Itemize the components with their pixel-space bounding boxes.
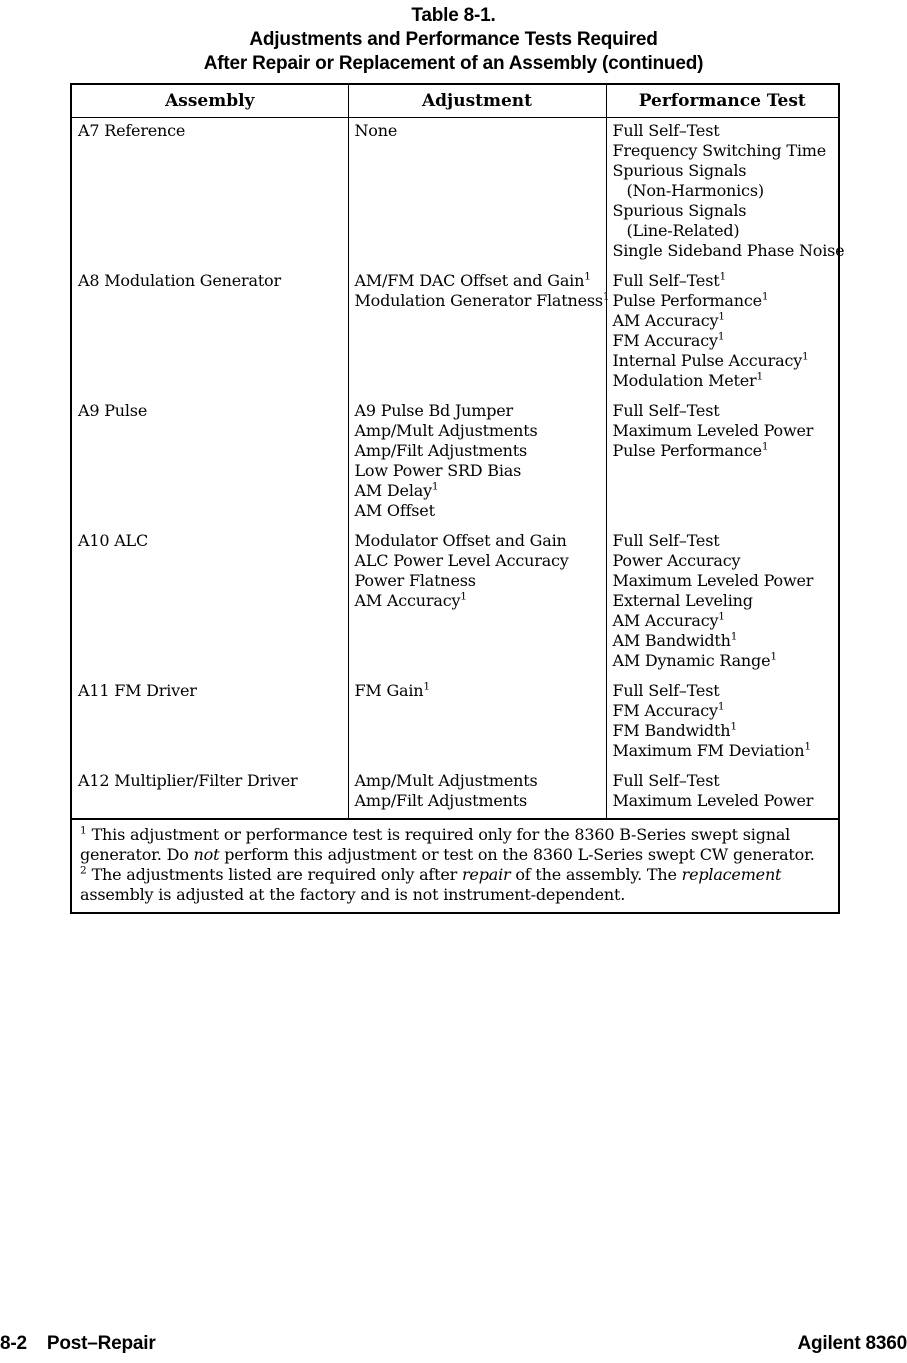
footnote-reference: 1 — [761, 290, 769, 303]
performance-test-item: Internal Pulse Accuracy$^1$ — [612, 350, 809, 370]
footnote-reference: 1 — [756, 370, 764, 383]
performance-test-item: FM Accuracy$^1$ — [612, 700, 725, 720]
adjustment-item: Amp/Mult Adjustments — [354, 421, 538, 440]
footnote-reference: 1 — [719, 270, 727, 283]
adjustment-item: None — [354, 121, 398, 140]
assembly-cell — [71, 528, 348, 678]
performance-test-cell — [606, 528, 839, 678]
adjustment-cell — [348, 268, 610, 398]
performance-test-cell — [606, 398, 839, 528]
performance-test-item: Maximum Leveled Power — [612, 571, 814, 590]
adjustment-item: FM Gain$^1$ — [354, 680, 431, 700]
adjustment-item: AM Accuracy$^1$ — [354, 590, 467, 610]
performance-test-cell — [606, 768, 839, 819]
performance-test-item: (Line-Related) — [626, 221, 740, 240]
performance-test-item: Full Self–Test — [612, 121, 720, 140]
performance-test-cell — [606, 268, 839, 398]
adjustment-item: Power Flatness — [354, 571, 476, 590]
performance-test-item: Pulse Performance$^1$ — [612, 290, 769, 310]
footer-left — [0, 1333, 156, 1355]
table-row — [71, 268, 839, 398]
footnote-reference: 1 — [717, 330, 725, 343]
adjustment-item: ALC Power Level Accuracy — [354, 551, 569, 570]
footnote-marker: 1 — [80, 824, 87, 837]
footnote-reference: 1 — [804, 740, 812, 753]
table-title-number: Table 8-1. — [411, 5, 496, 26]
footnote — [80, 825, 830, 865]
table-row — [71, 768, 839, 819]
performance-test-item: External Leveling — [612, 591, 753, 610]
performance-test-item: Full Self–Test — [612, 681, 720, 700]
adjustment-item: AM/FM DAC Offset and Gain$^1$ — [354, 270, 591, 290]
adjustment-item: Modulation Generator Flatness$^1$ — [354, 290, 610, 310]
footnote-text: perform this adjustment or test on the 8360 L-Series swept CW generator. — [219, 845, 815, 864]
footer-section-title: Post–Repair — [46, 1333, 156, 1354]
footnote-reference: 1 — [770, 650, 778, 663]
table-title — [0, 4, 907, 76]
adjustment-cell — [348, 768, 606, 819]
performance-test-item: Pulse Performance$^1$ — [612, 440, 769, 460]
performance-test-item: FM Bandwidth$^1$ — [612, 720, 737, 740]
footnote-reference: 1 — [431, 480, 439, 493]
footnote — [80, 865, 830, 905]
assembly-name: A10 ALC — [78, 531, 149, 550]
table-title-line2: Adjustments and Performance Tests Required — [249, 29, 658, 50]
adjustment-item: Amp/Mult Adjustments — [354, 771, 538, 790]
table-body — [71, 118, 845, 820]
footnote-text-emphasis: not — [193, 845, 220, 864]
table-footnotes-section — [71, 819, 839, 913]
footnote-text: of the assembly. The — [510, 865, 682, 884]
performance-test-item: AM Accuracy$^1$ — [612, 310, 725, 330]
adjustment-cell — [348, 398, 606, 528]
adjustment-item: A9 Pulse Bd Jumper — [354, 401, 514, 420]
performance-test-item: Single Sideband Phase Noise — [612, 241, 845, 260]
performance-test-item: Maximum FM Deviation$^1$ — [612, 740, 812, 760]
performance-test-item: Spurious Signals — [612, 201, 747, 220]
footnote-text-emphasis: replacement — [681, 865, 782, 884]
performance-test-item: Full Self–Test — [612, 771, 720, 790]
assembly-cell — [71, 118, 348, 269]
adjustment-cell — [348, 678, 606, 768]
performance-test-item: Spurious Signals — [612, 161, 747, 180]
adjustments-table — [70, 83, 845, 914]
assembly-name: A11 FM Driver — [78, 681, 197, 700]
assembly-cell — [71, 768, 348, 819]
footer-page-number: 8-2 — [0, 1333, 27, 1354]
footnote-text: assembly is adjusted at the factory and is not instrument-dependent. — [80, 885, 626, 904]
footer-brand: Agilent 8360 — [797, 1333, 907, 1354]
adjustment-item: Modulator Offset and Gain — [354, 531, 567, 550]
performance-test-item: FM Accuracy$^1$ — [612, 330, 725, 350]
performance-test-item: AM Accuracy$^1$ — [612, 610, 725, 630]
assembly-name: A7 Reference — [78, 121, 186, 140]
adjustment-item: AM Delay$^1$ — [354, 480, 439, 500]
performance-test-item: Maximum Leveled Power — [612, 421, 814, 440]
performance-test-item: Frequency Switching Time — [612, 141, 826, 160]
performance-test-item: Full Self–Test — [612, 531, 720, 550]
table-row — [71, 398, 839, 528]
footnote-reference: 1 — [718, 310, 725, 323]
assembly-name: A8 Modulation Generator — [78, 271, 281, 290]
table-row — [71, 118, 839, 269]
footnote-reference: 1 — [802, 350, 809, 363]
assembly-cell — [71, 268, 348, 398]
footnote-text: The adjustments listed are required only after — [91, 865, 462, 884]
footnote-reference: 1 — [730, 630, 738, 643]
footnote-reference: 1 — [718, 610, 725, 623]
assembly-cell — [71, 398, 348, 528]
adjustment-item: Amp/Filt Adjustments — [354, 441, 528, 460]
footnote-text-emphasis: repair — [461, 865, 511, 884]
column-header-assembly: Assembly — [71, 84, 348, 118]
performance-test-item: Power Accuracy — [612, 551, 741, 570]
performance-test-cell — [606, 118, 845, 269]
adjustment-item: Low Power SRD Bias — [354, 461, 522, 480]
adjustment-item: AM Offset — [354, 501, 435, 520]
adjustment-item: Amp/Filt Adjustments — [354, 791, 528, 810]
footnote-reference: 1 — [602, 290, 610, 303]
footnote-reference: 1 — [761, 440, 769, 453]
performance-test-item: AM Bandwidth$^1$ — [612, 630, 738, 650]
column-header-adjustment: Adjustment — [348, 84, 606, 118]
page-footer — [0, 1333, 907, 1355]
performance-test-item: Modulation Meter$^1$ — [612, 370, 764, 390]
assembly-name: A12 Multiplier/Filter Driver — [78, 771, 298, 790]
assembly-name: A9 Pulse — [78, 401, 148, 420]
assembly-cell — [71, 678, 348, 768]
performance-test-item: AM Dynamic Range$^1$ — [612, 650, 778, 670]
performance-test-item: Full Self–Test$^1$ — [612, 270, 727, 290]
table-row — [71, 678, 839, 768]
table-header-row — [71, 84, 839, 118]
footnote-marker: 2 — [80, 864, 87, 877]
performance-test-item: Full Self–Test — [612, 401, 720, 420]
footnote-reference: 1 — [584, 270, 591, 283]
performance-test-item: Maximum Leveled Power — [612, 791, 814, 810]
footnote-cell — [71, 819, 839, 913]
adjustment-cell — [348, 528, 606, 678]
table-row — [71, 528, 839, 678]
footnote-reference: 1 — [717, 700, 725, 713]
footnote-text: This adjustment or performance test is required only for the 8360 B-Series swept signal generator. Do — [80, 825, 791, 864]
adjustment-cell — [348, 118, 606, 269]
performance-test-item: (Non-Harmonics) — [626, 181, 764, 200]
performance-test-cell — [606, 678, 839, 768]
footnote-reference: 1 — [423, 680, 431, 693]
table-title-line3: After Repair or Replacement of an Assembly (continued) — [203, 53, 704, 74]
footnote-reference: 1 — [460, 590, 467, 603]
column-header-performance-test: Performance Test — [606, 84, 839, 118]
footnote-reference: 1 — [730, 720, 737, 733]
